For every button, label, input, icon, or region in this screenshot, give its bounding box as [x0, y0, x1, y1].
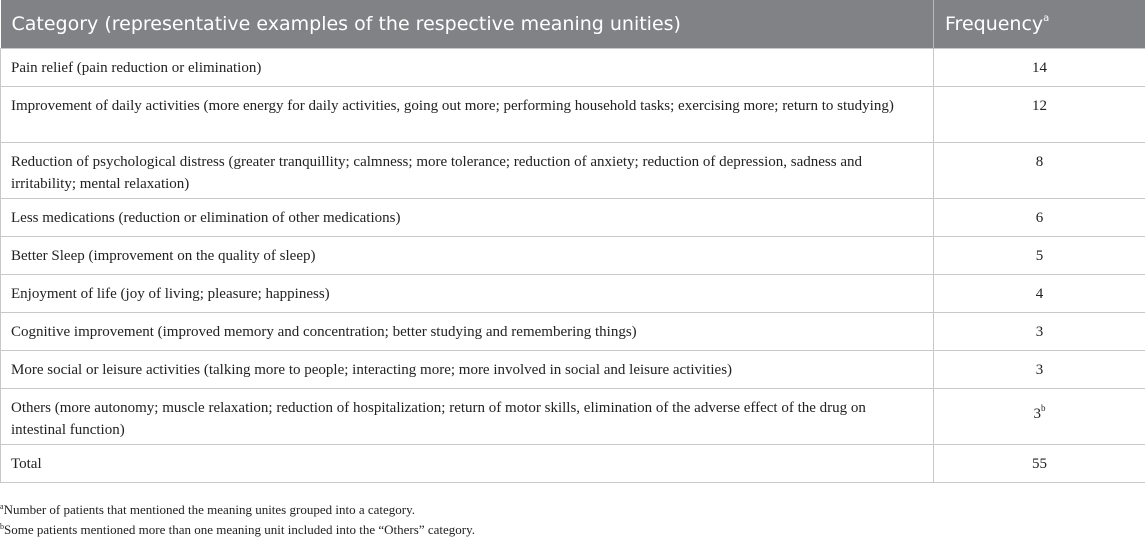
table-row	[1, 312, 1145, 350]
frequency-value: 3	[1033, 405, 1041, 422]
header-frequency-footnote-mark: a	[1043, 12, 1050, 24]
header-frequency-label: Frequency	[945, 12, 1044, 35]
frequency-value: 55	[1032, 455, 1047, 472]
table-row	[1, 388, 1145, 444]
table-row	[1, 48, 1145, 86]
frequency-value: 8	[1035, 153, 1044, 170]
table-row	[1, 142, 1145, 198]
category-cell: Cognitive improvement (improved memory and concentration; better studying and remembering things)	[1, 312, 934, 350]
category-cell: Total	[1, 444, 934, 482]
footnote	[0, 497, 475, 517]
footnote-mark: b	[0, 522, 4, 531]
frequency-cell	[934, 86, 1145, 142]
header-category-label: Category (representative examples of the respective meaning unities)	[11, 12, 681, 35]
frequency-cell	[934, 388, 1145, 444]
frequency-value: 14	[1032, 59, 1047, 76]
category-cell: Less medications (reduction or elimination of other medications)	[1, 198, 934, 236]
frequency-cell	[934, 274, 1145, 312]
frequency-cell	[934, 350, 1145, 388]
category-cell: Others (more autonomy; muscle relaxation; reduction of hospitalization; return of motor skills, elimination of the adverse effect of the drug on intestinal function)	[1, 388, 934, 444]
frequency-cell	[934, 312, 1145, 350]
frequency-cell	[934, 444, 1145, 482]
table-row	[1, 198, 1145, 236]
frequency-value: 4	[1035, 285, 1044, 302]
table-row	[1, 236, 1145, 274]
frequency-footnote-mark: b	[1041, 402, 1046, 413]
frequency-value: 6	[1035, 209, 1044, 226]
frequency-cell	[934, 198, 1145, 236]
footnote-text: Number of patients that mentioned the meaning unites grouped into a category.	[3, 502, 415, 517]
category-cell: More social or leisure activities (talking more to people; interacting more; more involved in social and leisure activities)	[1, 350, 934, 388]
frequency-value: 12	[1032, 97, 1047, 114]
category-cell: Reduction of psychological distress (greater tranquillity; calmness; more tolerance; reduction of anxiety; reduction of depression, sadness and irritability; mental relaxation)	[1, 142, 934, 198]
table-row-total	[1, 444, 1145, 482]
table-footnotes	[0, 497, 475, 537]
category-cell: Better Sleep (improvement on the quality of sleep)	[1, 236, 934, 274]
category-cell: Pain relief (pain reduction or elimination)	[1, 48, 934, 86]
table-row	[1, 350, 1145, 388]
frequency-cell	[934, 142, 1145, 198]
header-frequency	[934, 0, 1145, 48]
footnote	[0, 517, 475, 537]
category-cell: Improvement of daily activities (more energy for daily activities, going out more; performing household tasks; exercising more; return to studying)	[1, 86, 934, 142]
table-row	[1, 274, 1145, 312]
frequency-value: 3	[1035, 323, 1044, 340]
footnote-mark: a	[0, 502, 4, 511]
footnote-text: Some patients mentioned more than one meaning unit included into the “Others” category.	[4, 522, 475, 537]
frequency-cell	[934, 236, 1145, 274]
frequency-value: 3	[1035, 361, 1044, 378]
frequency-value: 5	[1035, 247, 1044, 264]
table-row	[1, 86, 1145, 142]
category-cell: Enjoyment of life (joy of living; pleasure; happiness)	[1, 274, 934, 312]
frequency-cell	[934, 48, 1145, 86]
header-category	[1, 0, 934, 48]
table-header-row	[1, 0, 1145, 48]
